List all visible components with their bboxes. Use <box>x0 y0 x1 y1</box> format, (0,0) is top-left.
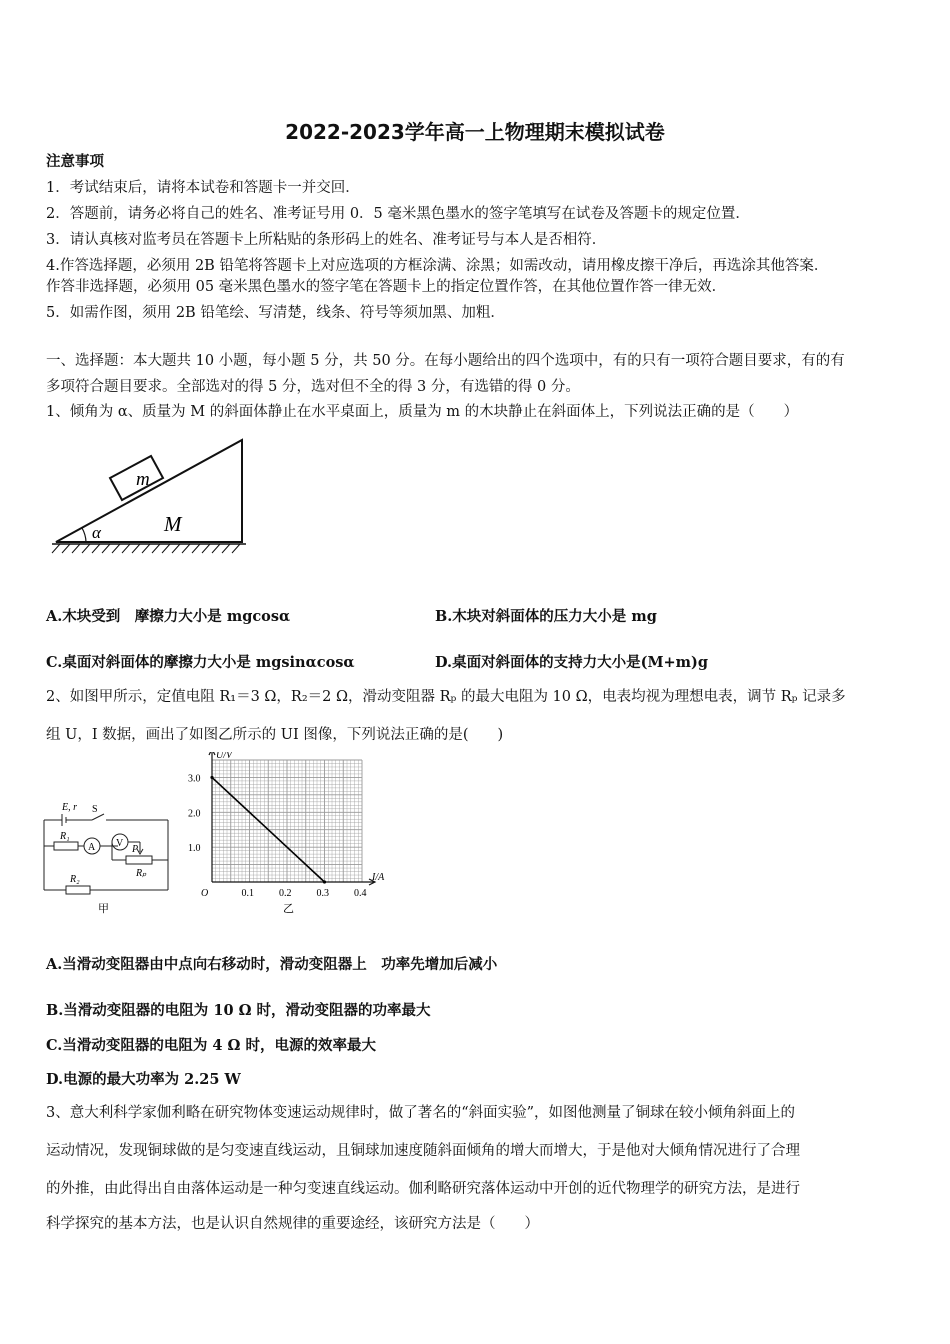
q2-option-b: B.当滑动变阻器的电阻为 10 Ω 时，滑动变阻器的功率最大 <box>46 1002 431 1019</box>
x-tick-label: 0.4 <box>354 888 367 899</box>
y-tick-label: 3.0 <box>188 773 201 785</box>
q1-option-b: B.木块对斜面体的压力大小是 mg <box>435 608 657 625</box>
x-axis-label: I/A <box>372 872 385 883</box>
r1-label: R₁ <box>60 831 70 842</box>
question-2-stem-cont: 组 U，I 数据，画出了如图乙所示的 UI 图像，下列说法正确的是( ) <box>46 727 504 743</box>
notice-item: 4.作答选择题，必须用 2B 铅笔将答题卡上对应选项的方框涂满、涂黑；如需改动，请用橡皮擦干净后，再选涂其他答案． <box>46 258 829 274</box>
q1-option-c: C.桌面对斜面体的摩擦力大小是 mgsinαcosα <box>46 654 355 671</box>
chart-caption: 乙 <box>283 902 294 915</box>
ui-graph <box>186 752 396 918</box>
x-tick-label: 0.2 <box>279 888 292 899</box>
q2-option-d: D.电源的最大功率为 2.25 W <box>46 1071 241 1088</box>
notice-item: 1．考试结束后，请将本试卷和答题卡一并交回． <box>46 180 360 196</box>
question-1-stem: 1、倾角为 α、质量为 M 的斜面体静止在水平桌面上，质量为 m 的木块静止在斜面体上，下列说法正确的是（ ） <box>46 404 799 420</box>
notice-item: 5．如需作图，须用 2B 铅笔绘、写清楚，线条、符号等须加黑、加粗． <box>46 305 505 321</box>
voltmeter-label: V <box>116 838 124 849</box>
q2-option-c: C.当滑动变阻器的电阻为 4 Ω 时，电源的效率最大 <box>46 1037 376 1054</box>
switch-label: S <box>92 804 98 815</box>
x-tick-label: 0.3 <box>316 888 329 899</box>
question-2-stem: 2、如图甲所示，定值电阻 R₁＝3 Ω，R₂＝2 Ω，滑动变阻器 Rₚ 的最大电阻为 10 Ω，电表均视为理想电表，调节 Rₚ 记录多 <box>46 689 846 705</box>
r2-label: R₂ <box>70 874 80 885</box>
ammeter-label: A <box>88 842 96 853</box>
section-heading: 一、选择题：本大题共 10 小题，每小题 5 分，共 50 分。在每小题给出的四个选项中，有的只有一项符合题目要求，有的有 <box>46 353 845 369</box>
angle-label: α <box>92 523 101 542</box>
origin-label: O <box>201 888 209 899</box>
question-3-stem-cont: 的外推，由此得出自由落体运动是一种匀变速直线运动。伽利略研究落体运动中开创的近代物理学的研究方法，是进行 <box>46 1181 800 1197</box>
q1-option-d: D.桌面对斜面体的支持力大小是(M+m)g <box>435 654 709 671</box>
incline-figure <box>46 432 256 562</box>
question-3-stem-cont: 运动情况，发现铜球做的是匀变速直线运动，且铜球加速度随斜面倾角的增大而增大，于是他对大倾角情况进行了合理 <box>46 1143 800 1159</box>
rp-label: Rₚ <box>136 868 147 879</box>
notice-heading: 注意事项 <box>46 153 104 170</box>
circuit-caption: 甲 <box>98 902 109 915</box>
y-tick-label: 1.0 <box>188 843 201 855</box>
series-point <box>210 776 213 779</box>
circuit-diagram <box>40 798 180 918</box>
slider-label: P <box>132 844 139 855</box>
question-3-stem: 3、意大利科学家伽利略在研究物体变速运动规律时，做了著名的“斜面实验”，如图他测量了铜球在较小倾角斜面上的 <box>46 1105 796 1121</box>
incline-label: M <box>164 512 182 536</box>
q1-option-a: A.木块受到 摩擦力大小是 mgcosα <box>46 608 291 625</box>
notice-item: 作答非选择题，必须用 05 毫米黑色墨水的签字笔在答题卡上的指定位置作答，在其他位置作答一律无效． <box>46 279 727 295</box>
question-3-stem-cont: 科学探究的基本方法，也是认识自然规律的重要途经，该研究方法是（ ） <box>46 1216 539 1232</box>
series-point <box>323 880 326 883</box>
y-axis-label: U/V <box>216 752 233 761</box>
page-title: 2022-2023学年高一上物理期末模拟试卷 <box>285 120 665 144</box>
block-label: m <box>136 469 150 490</box>
y-tick-label: 2.0 <box>188 808 201 820</box>
notice-item: 2．答题前，请务必将自己的姓名、准考证号用 0．5 毫米黑色墨水的签字笔填写在试卷及答题卡的规定位置． <box>46 206 750 222</box>
section-heading-cont: 多项符合题目要求。全部选对的得 5 分，选对但不全的得 3 分，有选错的得 0 分。 <box>46 379 580 395</box>
notice-item: 3．请认真核对监考员在答题卡上所粘贴的条形码上的姓名、准考证号与本人是否相符． <box>46 232 607 248</box>
x-tick-label: 0.1 <box>241 888 254 899</box>
source-label: E, r <box>62 802 77 813</box>
q2-option-a: A.当滑动变阻器由中点向右移动时，滑动变阻器上 功率先增加后减小 <box>46 956 498 973</box>
